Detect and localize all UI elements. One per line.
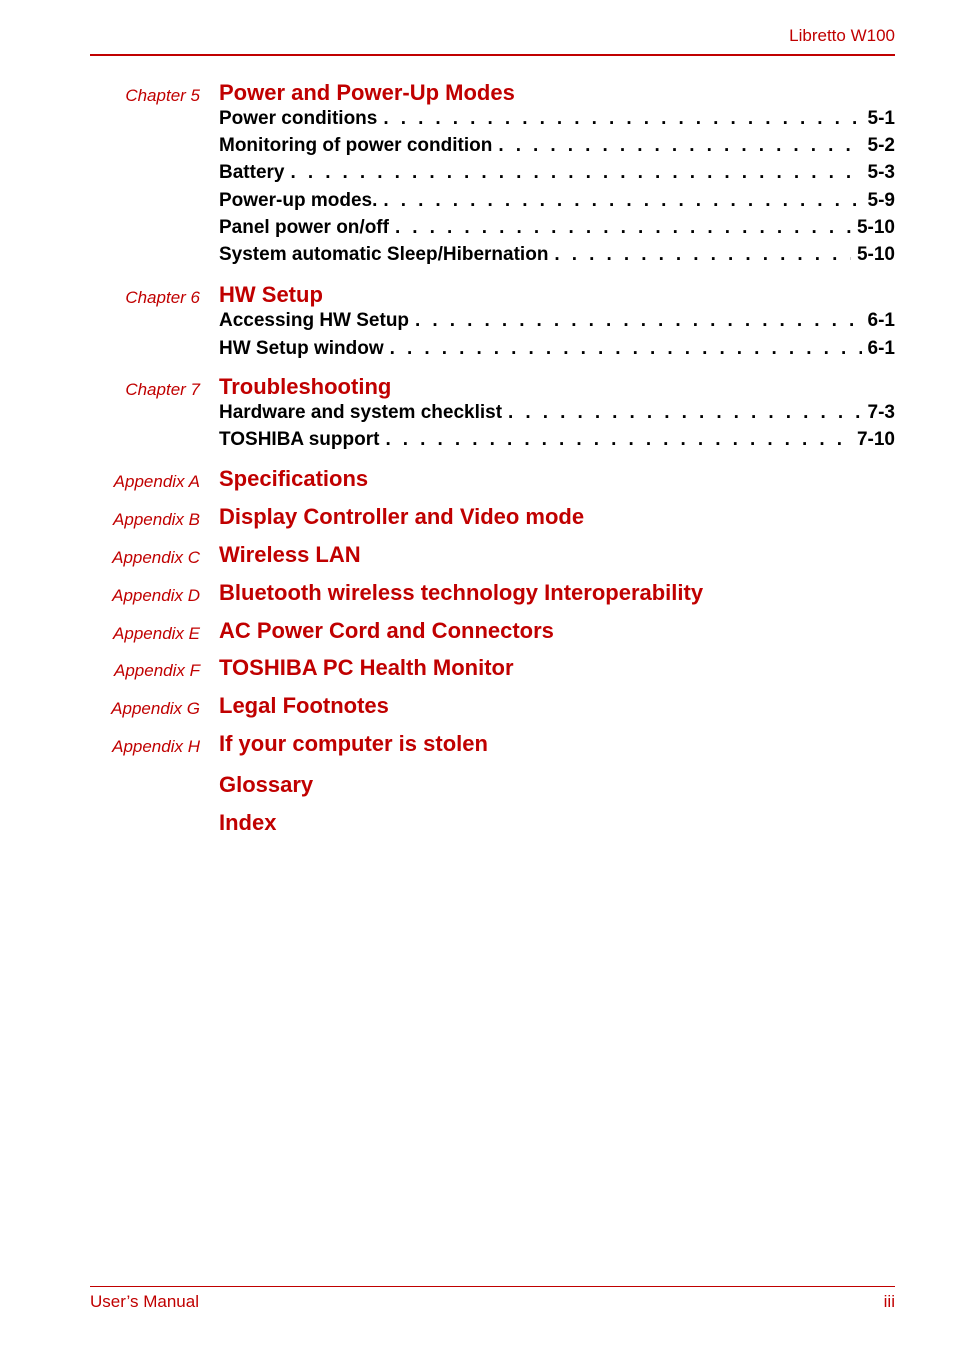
appendix-label: Appendix D (112, 586, 200, 605)
appendix-title[interactable]: Legal Footnotes (219, 693, 389, 718)
appendix-title[interactable]: Specifications (219, 466, 369, 491)
section-page: 6-1 (867, 338, 895, 359)
section-title: HW Setup window (219, 338, 384, 359)
appendix-label: Appendix F (114, 661, 200, 680)
section-page: 6-1 (867, 310, 895, 331)
section-title: Accessing HW Setup (219, 310, 410, 331)
section-page: 5-2 (867, 135, 895, 156)
toc-section[interactable] (219, 402, 895, 426)
appendix-title[interactable]: TOSHIBA PC Health Monitor (219, 655, 514, 680)
appendix-label: Appendix C (112, 548, 200, 567)
appendix-title[interactable]: Wireless LAN (219, 542, 361, 567)
section-page: 7-3 (867, 402, 895, 423)
section-page: 5-10 (856, 244, 895, 265)
chapter-title[interactable]: Troubleshooting (219, 374, 392, 399)
dot-leader (554, 244, 851, 266)
dot-leader (395, 217, 851, 239)
dot-leader (390, 338, 862, 360)
dot-leader (508, 402, 862, 424)
dot-leader (383, 108, 861, 130)
header-rule (90, 54, 895, 56)
chapter-label: Chapter 7 (125, 380, 200, 399)
appendix-title[interactable]: If your computer is stolen (219, 731, 488, 756)
appendix-label: Appendix G (111, 699, 200, 718)
toc-section[interactable] (219, 429, 895, 453)
index-title[interactable]: Index (219, 810, 277, 835)
chapter-label: Chapter 5 (125, 86, 200, 105)
section-title: Hardware and system checklist (219, 402, 503, 423)
footer-page-number: iii (883, 1292, 895, 1311)
section-title: Panel power on/off (219, 217, 389, 238)
running-header-title: Libretto W100 (789, 26, 895, 45)
section-title: TOSHIBA support (219, 429, 380, 450)
section-page: 5-3 (867, 162, 895, 183)
section-title: Battery (219, 162, 285, 183)
toc-section[interactable] (219, 244, 895, 268)
section-page: 5-1 (867, 108, 895, 129)
dot-leader (385, 429, 851, 451)
appendix-label: Appendix H (112, 737, 200, 756)
chapter-label: Chapter 6 (125, 288, 200, 307)
toc-section[interactable] (219, 108, 895, 132)
dot-leader (415, 310, 861, 332)
chapter-title[interactable]: Power and Power-Up Modes (219, 80, 515, 105)
section-page: 5-10 (856, 217, 895, 238)
appendix-title[interactable]: Bluetooth wireless technology Interoperability (219, 580, 704, 605)
section-page: 7-10 (856, 429, 895, 450)
footer-rule (90, 1286, 895, 1287)
glossary-title[interactable]: Glossary (219, 772, 314, 797)
dot-leader (290, 162, 861, 184)
section-page: 5-9 (867, 190, 895, 211)
chapter-title[interactable]: HW Setup (219, 282, 323, 307)
toc-section[interactable] (219, 217, 895, 241)
toc-section[interactable] (219, 310, 895, 334)
appendix-title[interactable]: AC Power Cord and Connectors (219, 618, 554, 643)
toc-section[interactable] (219, 135, 895, 159)
appendix-label: Appendix E (113, 624, 200, 643)
toc-section[interactable] (219, 162, 895, 186)
appendix-title[interactable]: Display Controller and Video mode (219, 504, 585, 529)
section-title: Power-up modes. (219, 190, 378, 211)
appendix-label: Appendix B (113, 510, 200, 529)
section-title: Monitoring of power condition (219, 135, 493, 156)
section-title: Power conditions (219, 108, 378, 129)
appendix-label: Appendix A (113, 472, 200, 491)
dot-leader (383, 190, 861, 212)
footer-manual-title: User’s Manual (90, 1292, 199, 1311)
toc-section[interactable] (219, 338, 895, 362)
section-title: System automatic Sleep/Hibernation (219, 244, 549, 265)
dot-leader (498, 135, 861, 157)
toc-section[interactable] (219, 190, 895, 214)
